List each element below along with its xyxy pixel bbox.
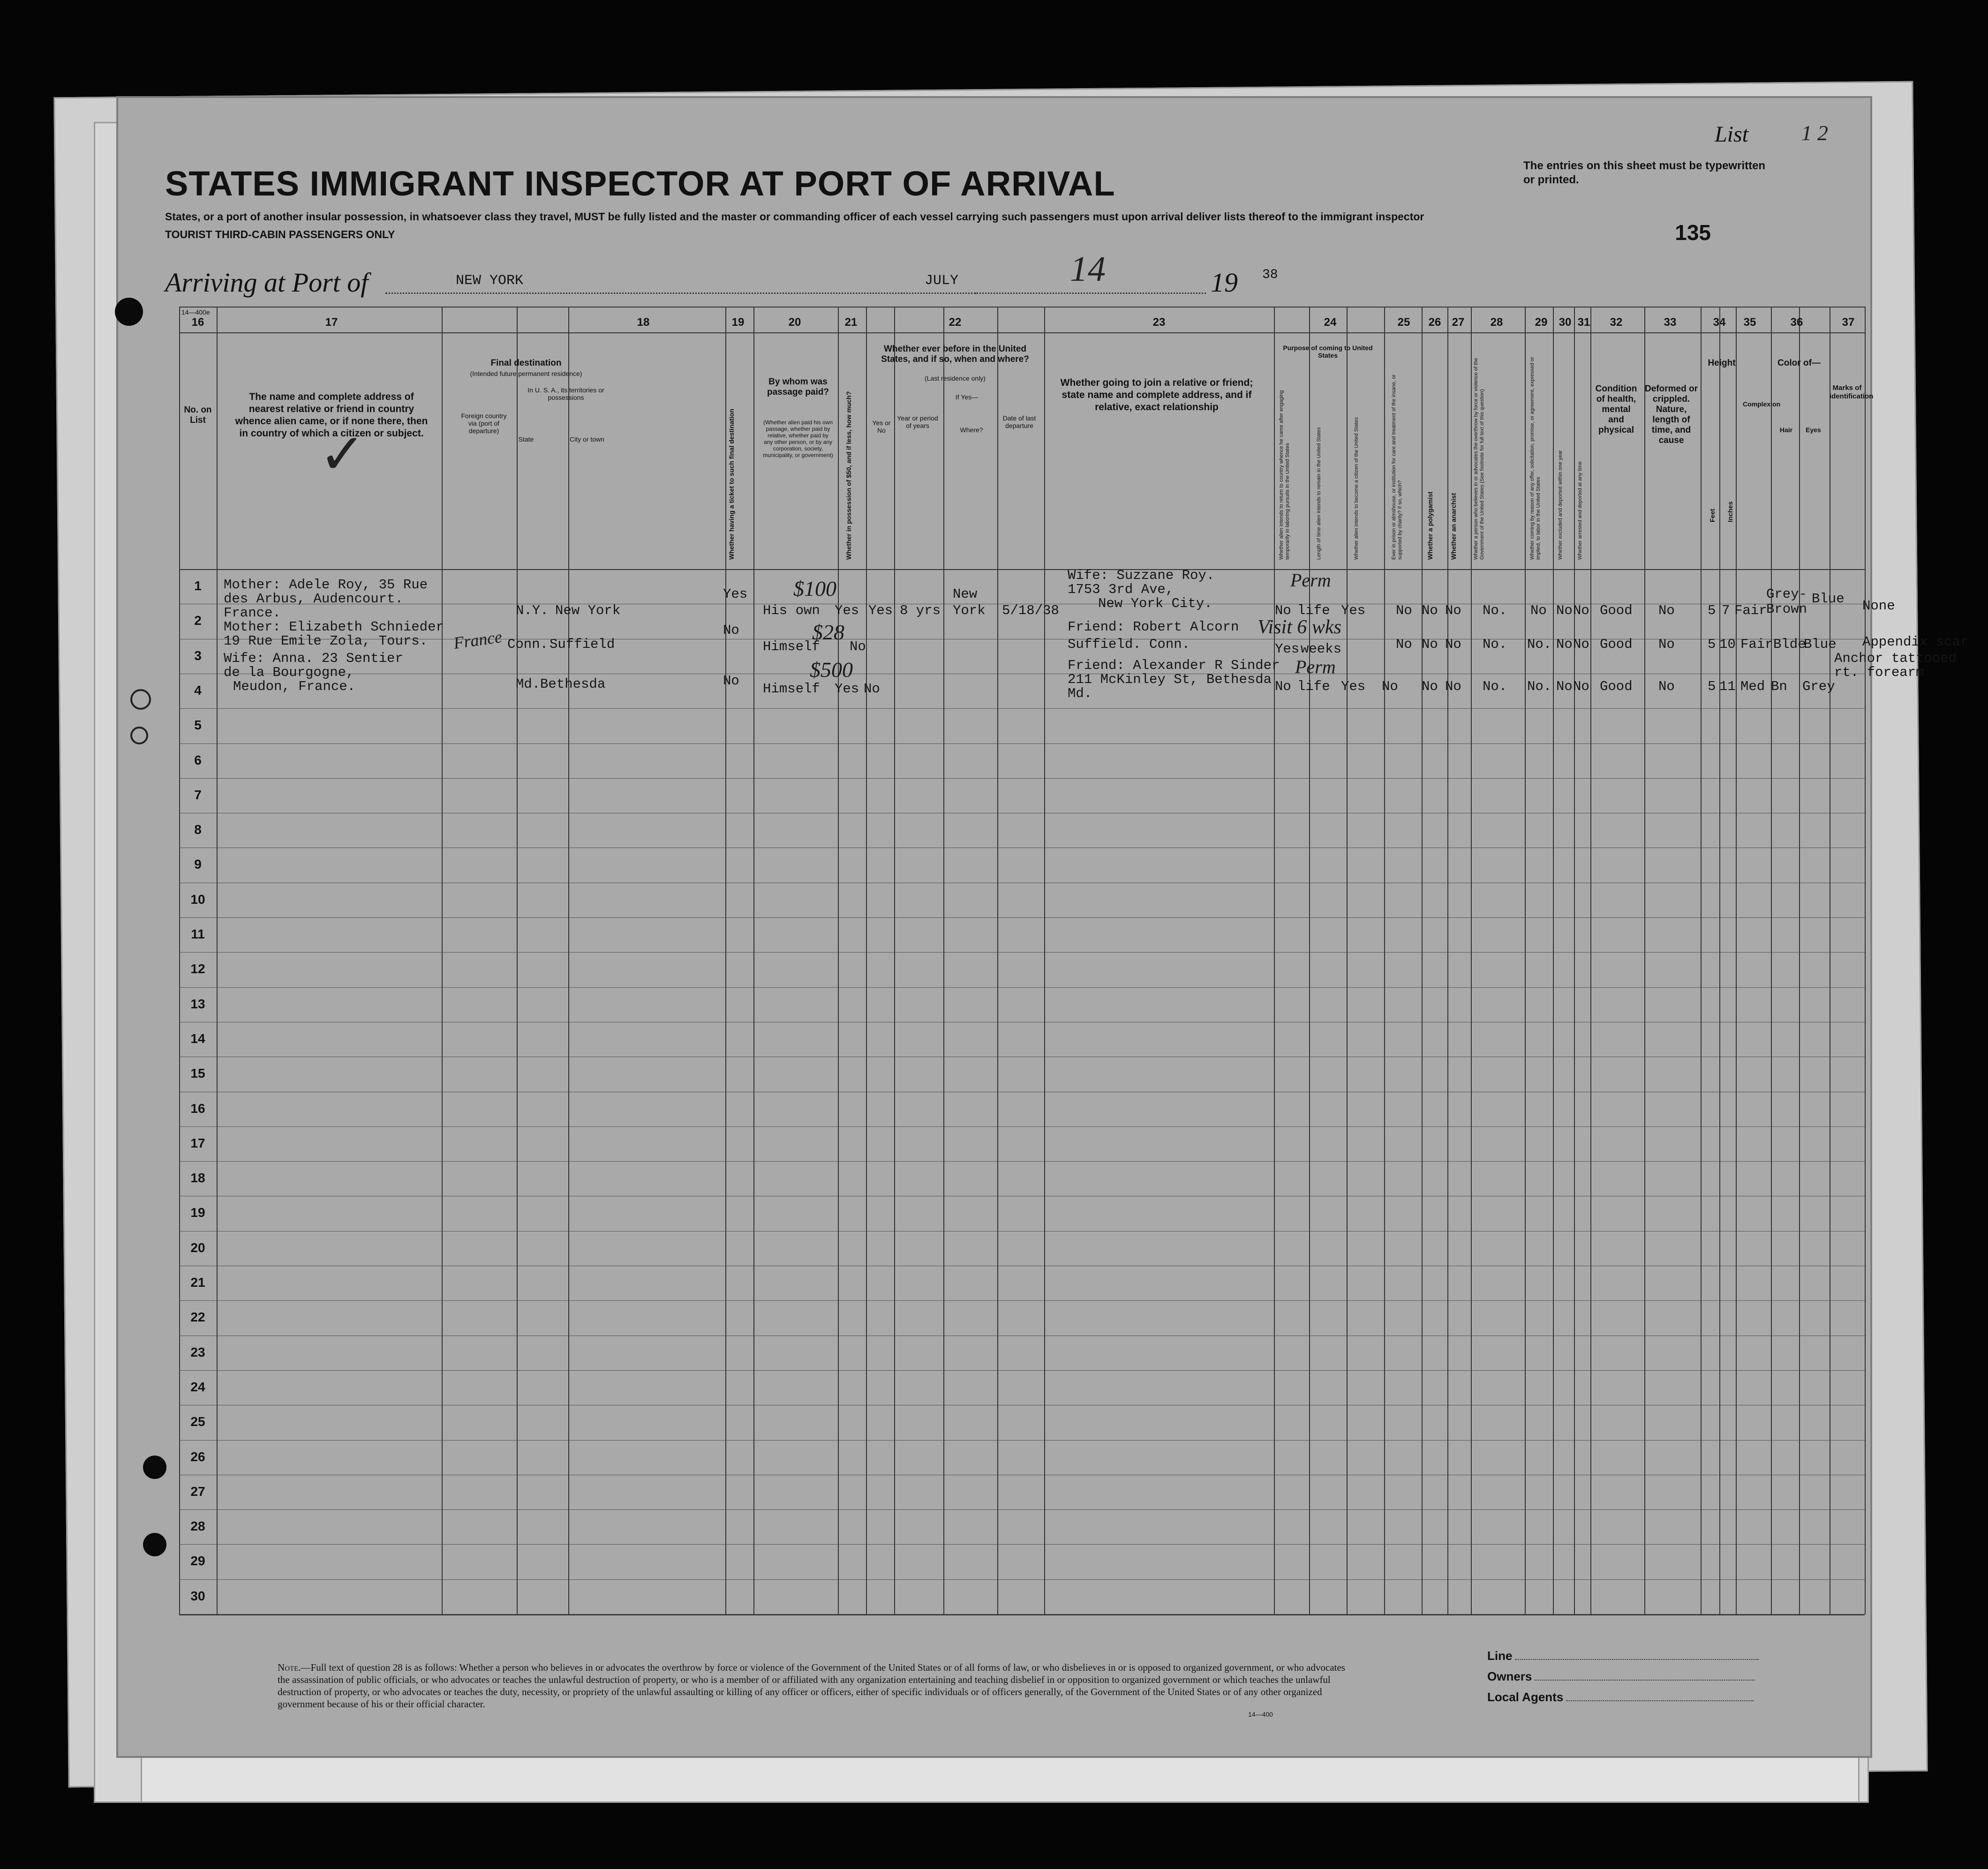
row-number: 12 (190, 961, 205, 976)
header-polygamist: Whether a polygamist (1426, 491, 1434, 560)
row3-excluded: No (1556, 679, 1573, 694)
column-rule (1736, 307, 1737, 1614)
header-length-stay: Length of time alien intends to remain in the United States (1316, 427, 1322, 560)
owners-label: Owners (1487, 1669, 1532, 1683)
column-rule (1799, 307, 1800, 1614)
column-rule (517, 307, 518, 1614)
row1-prison: No (1396, 603, 1412, 618)
table-top-rule (179, 307, 1865, 308)
colnum-34: 34 (1713, 316, 1726, 329)
row2-hair: Blde (1773, 637, 1806, 652)
column-rule (838, 307, 839, 1614)
binder-hole-icon (143, 1533, 166, 1556)
port-line (385, 293, 976, 294)
row1-where-line1: New (953, 586, 978, 602)
row1-relative-line3: France. (224, 605, 281, 621)
row2-ticket: No (723, 623, 739, 638)
colnum-37: 37 (1842, 316, 1855, 329)
footnote (278, 1661, 1356, 1710)
row2-citizen: Yes (1275, 641, 1300, 657)
row2-paid-by: Himself (763, 639, 820, 654)
row1-been-before: Yes (868, 603, 893, 618)
row3-feet: 5 (1708, 679, 1716, 694)
row3-city: Bethesda (540, 676, 606, 692)
agents-fill (1566, 1700, 1754, 1701)
row3-polygamist: No (1422, 679, 1438, 694)
colnum-29: 29 (1535, 316, 1548, 329)
row-rule (179, 708, 1865, 709)
page-title: STATES IMMIGRANT INSPECTOR AT PORT OF ARRIVAL (165, 164, 1115, 203)
row-number: 8 (194, 822, 202, 837)
line-field (1487, 1649, 1759, 1663)
row2-inches: 10 (1719, 637, 1736, 652)
row-rule (179, 1440, 1865, 1441)
row2-state: Conn. (507, 637, 549, 652)
column-rule (442, 307, 443, 1614)
header-relative: The name and complete address of nearest relative or friend in country whence alien came, or if none there, then in country of which a citizen or subject. (235, 391, 428, 439)
colnum-19: 19 (731, 316, 745, 329)
row-number: 26 (190, 1449, 205, 1464)
column-rule (217, 307, 218, 1614)
header-prison: Ever in prison or almshouse, or institution for care and treatment of the insane, or supported by charity? If so, which? (1391, 375, 1403, 560)
row3-ticket: No (723, 673, 739, 689)
row1-citizen: Yes (1341, 603, 1366, 618)
column-rule (1447, 307, 1448, 1614)
column-rule (568, 307, 569, 1614)
column-rule (997, 307, 998, 1614)
header-no-on-list: No. on List (184, 405, 212, 425)
header-final-destination-sub: (Intended future permanent residence) (470, 370, 582, 377)
colnum-36: 36 (1790, 316, 1803, 329)
row2-purpose: Visit 6 wks (1258, 616, 1341, 638)
colnum-35: 35 (1743, 316, 1756, 329)
row2-relative-line1: Mother: Elizabeth Schnieder (224, 619, 444, 635)
header-paid-by: By whom was passage paid? (767, 377, 829, 397)
list-label: List (1714, 122, 1748, 147)
column-rule (753, 307, 754, 1614)
row-number: 6 (194, 752, 202, 767)
row1-polygamist: No (1422, 603, 1438, 618)
row2-contract: No. (1527, 637, 1552, 652)
row1-inches: 7 (1722, 603, 1730, 618)
row2-anarchist: No (1445, 637, 1461, 652)
row-rule (179, 1126, 1865, 1127)
row-number: 16 (190, 1101, 205, 1116)
binder-ring-icon (130, 727, 148, 744)
header-color-of: Color of— (1777, 358, 1821, 368)
list-number: 1 2 (1801, 121, 1828, 145)
row-rule (179, 1370, 1865, 1371)
row1-marks: None (1862, 598, 1895, 614)
row3-deformed: No (1658, 679, 1675, 694)
colnum-23: 23 (1152, 316, 1166, 329)
row3-hair: Bn (1771, 679, 1787, 694)
header-bottom-rule (179, 569, 1865, 570)
column-rule (1471, 307, 1472, 1614)
row2-money: $28 (812, 620, 844, 644)
sheet-number: 135 (1675, 220, 1711, 245)
row-rule (179, 1161, 1865, 1162)
row1-years: 8 yrs (900, 603, 941, 618)
row1-purpose: Perm (1290, 570, 1331, 591)
row2-overthrow: No. (1483, 637, 1507, 652)
row1-fifty: Yes (835, 603, 859, 618)
footnote-text: —Full text of question 28 is as follows: Whether a person who believes in or advocates the overthrow by force or violence of the Government of the United States or of all forms of law, or who disbelieves in or is opposed to organized government, or who advocates the assassination of public officials, or who advocates or teaches the unlawful destruction of property, or who is a member of or affiliated with any organization entertaining and teaching disbelief in or opposition to organized government or which teaches the unlawful destruction of property, or who advocates or teaches the duty, necessity, or propriety of the unlawful assaulting or killing of any officer or officers, either of specific individuals or of officers generally, of the Government of the United States or of any other organized government because of his or their official character. (278, 1662, 1345, 1710)
row-rule (179, 952, 1865, 953)
column-rule (1865, 307, 1866, 1614)
row-rule (179, 917, 1865, 918)
row3-marks-line1: Anchor tattooed (1834, 651, 1957, 666)
row2-eyes: Blue (1804, 637, 1837, 652)
row-rule (179, 987, 1865, 988)
row1-length: life (1297, 603, 1330, 618)
colnum-17: 17 (325, 316, 338, 329)
colnum-32: 32 (1610, 316, 1623, 329)
column-rule (1771, 307, 1772, 1614)
row-number: 4 (194, 683, 202, 698)
row3-join-line2: 211 McKinley St, Bethesda (1068, 672, 1272, 687)
header-city: City or town (570, 435, 604, 443)
row1-hair: Grey- Brown (1766, 586, 1807, 617)
row-number: 11 (191, 927, 205, 941)
header-marks: Marks of identification (1830, 384, 1874, 400)
row2-relative-line2: 19 Rue Emile Zola, Tours. (224, 633, 428, 649)
header-intends-return: Whether alien intends to return to country whence he came after engaging temporarily in laboring pursuits in the United States (1279, 390, 1290, 560)
row3-fifty: Yes (835, 681, 859, 697)
header-where: Where? (960, 426, 983, 434)
row3-intends-return: No (1275, 679, 1291, 694)
footnote-label: Note. (278, 1662, 301, 1673)
header-arrested: Whether arrested and deported at any time (1577, 461, 1583, 560)
row-rule (179, 778, 1865, 779)
row1-relative-line2: des Arbus, Audencourt. (224, 591, 403, 607)
row1-contract: No (1530, 603, 1547, 618)
row1-where-line2: York (953, 603, 986, 618)
year-prefix: 19 (1211, 267, 1238, 298)
row2-marks: Appendix scar (1862, 634, 1969, 650)
column-rule (866, 307, 867, 1614)
header-been-before-sub: (Last residence only) (925, 375, 986, 382)
date-line (901, 293, 1206, 294)
header-ticket: Whether having a ticket to such final destination (728, 408, 735, 560)
row-rule (179, 1300, 1865, 1301)
row1-anarchist: No (1445, 603, 1461, 618)
row1-join-line2: 1753 3rd Ave, (1068, 582, 1174, 597)
header-foreign-country: Foreign country via (port of departure) (461, 412, 507, 435)
arriving-label: Arriving at Port of (165, 267, 369, 298)
row-number: 30 (190, 1588, 205, 1603)
row-number: 5 (194, 718, 202, 733)
owners-fill (1535, 1680, 1755, 1681)
agents-label: Local Agents (1487, 1690, 1564, 1704)
colnum-30: 30 (1559, 316, 1572, 329)
row-number: 18 (190, 1171, 205, 1186)
row1-eyes: Blue (1812, 591, 1845, 607)
header-labor-contract: Whether coming by reason of any offer, solicitation, promise, or agreement, expressed or implied, to labor in the United States (1529, 357, 1541, 560)
header-anarchist: Whether an anarchist (1450, 493, 1457, 560)
colnum-25: 25 (1397, 316, 1410, 329)
row3-health: Good (1600, 679, 1633, 694)
row3-relative-line2: de la Bourgogne, (224, 665, 354, 680)
row2-polygamist: No (1422, 637, 1438, 652)
row-number: 23 (190, 1344, 205, 1359)
row-number: 1 (194, 578, 202, 593)
column-rule (1719, 307, 1720, 1614)
row1-excluded: No (1556, 603, 1573, 618)
row3-join-line1: Friend: Alexander R Sinder (1068, 658, 1280, 673)
header-deformed: Deformed or crippled. Nature, length of time, and cause (1645, 384, 1698, 445)
header-final-destination: Final destination (490, 358, 562, 368)
row-number: 20 (190, 1240, 205, 1255)
header-fifty-dollars: Whether in possession of $50, and if less, how much? (845, 391, 852, 560)
header-paid-by-sub: (Whether alien paid his own passage, whether paid by relative, whether paid by any other person, or by any corporation, society, municipality, or government) (763, 419, 833, 458)
header-if-yes: If Yes— (955, 393, 979, 401)
row1-date-departed: 5/18/38 (1002, 603, 1059, 618)
row3-arrested: No (1573, 679, 1589, 694)
column-rule (1525, 307, 1526, 1614)
manifest-sheet (116, 96, 1969, 1758)
passenger-class: TOURIST THIRD-CABIN PASSENGERS ONLY (165, 228, 395, 240)
row1-intends-return: No (1275, 603, 1291, 618)
row1-join-line3: New York City. (1098, 596, 1212, 611)
column-rule (1553, 307, 1554, 1614)
footer-form-code: 14—400 (1248, 1711, 1273, 1718)
line-fill (1515, 1659, 1759, 1660)
binder-hole-icon (115, 298, 143, 326)
row-number: 24 (190, 1379, 205, 1394)
row-rule (179, 1509, 1865, 1510)
row3-join-line3: Md. (1068, 686, 1092, 701)
row3-anarchist: No (1445, 679, 1461, 694)
colnum-33: 33 (1664, 316, 1677, 329)
row3-length: life (1297, 679, 1330, 694)
column-rule (1701, 307, 1702, 1614)
line-label: Line (1487, 1649, 1513, 1663)
month-value: JULY (925, 273, 959, 289)
row2-join-line2: Suffield. Conn. (1068, 637, 1190, 652)
agents-field (1487, 1690, 1754, 1704)
row2-been-before: No (850, 639, 866, 654)
form-code: 14—400e (181, 308, 210, 316)
header-eyes: Eyes (1806, 426, 1821, 434)
header-intends-citizen: Whether alien intends to become a citizen of the United States (1354, 417, 1359, 560)
column-rule (1044, 307, 1045, 1614)
port-value: NEW YORK (456, 273, 524, 289)
row1-state: N.Y. (516, 603, 549, 618)
header-in-usa: In U. S. A., its territories or possessions (527, 386, 604, 401)
row1-relative-line1: Mother: Adele Roy, 35 Rue (224, 577, 428, 593)
column-rule (1347, 307, 1348, 1614)
header-purpose: Purpose of coming to United States (1283, 344, 1373, 359)
row2-prison: No (1396, 637, 1412, 652)
colnum-27: 27 (1452, 316, 1465, 329)
law-text: States, or a port of another insular possession, in whatsoever class they travel, MUST be fully listed and the master or commanding officer of each vessel carrying such passengers must upon arrival deliver lists thereof to the immigrant inspector (165, 210, 1424, 223)
checkmark-icon: ✓ (319, 422, 366, 487)
header-height: Height (1708, 358, 1736, 368)
row3-money: $500 (810, 658, 853, 682)
colnum-16: 16 (191, 316, 204, 329)
row-number: 27 (190, 1484, 205, 1499)
row1-join-line1: Wife: Suzzane Roy. (1068, 568, 1215, 583)
row3-been-before: No (864, 681, 880, 697)
header-yes-no: Yes or No (872, 419, 891, 434)
row-number: 29 (190, 1554, 205, 1569)
header-health: Condition of health, mental and physical (1595, 384, 1637, 435)
header-complexion: Complexion (1743, 400, 1781, 408)
table-bottom-rule (179, 1614, 1865, 1615)
row-number: 17 (190, 1135, 205, 1150)
header-feet: Feet (1709, 509, 1716, 522)
binder-hole-icon (143, 1456, 166, 1479)
header-year-period: Year or period of years (897, 414, 938, 429)
column-rule (1590, 307, 1591, 1614)
day-value: 14 (1070, 249, 1106, 289)
row3-relative-line3: Meudon, France. (233, 679, 356, 694)
row-number: 13 (190, 996, 205, 1011)
header-overthrow: Whether a person who believes in or advocates the overthrow by force or violence of the Government of the United States (See footnote for full text of this question) (1473, 358, 1485, 560)
row2-city: Suffield (550, 637, 615, 652)
row2-length: weeks (1301, 641, 1342, 657)
row-number: 15 (190, 1066, 205, 1081)
row2-health: Good (1600, 637, 1633, 652)
header-state: State (518, 435, 534, 443)
header-inches: Inches (1726, 501, 1734, 522)
row1-city: New York (555, 603, 621, 618)
row-number: 7 (194, 787, 202, 802)
row3-prison: No (1382, 679, 1398, 694)
row3-relative-line1: Wife: Anna. 23 Sentier (224, 651, 403, 666)
typewrite-note: The entries on this sheet must be typewritten or printed. (1523, 159, 1766, 186)
row3-paid-by: Himself (763, 681, 820, 697)
colnum-24: 24 (1324, 316, 1337, 329)
row3-state: Md. (516, 676, 541, 692)
header-date-departure: Date of last departure (1002, 414, 1036, 429)
row3-inches: 11 (1719, 679, 1736, 694)
row2-arrested: No (1573, 637, 1589, 652)
row-number: 21 (190, 1275, 205, 1290)
row-number: 25 (190, 1414, 205, 1429)
row2-deformed: No (1658, 637, 1675, 652)
row-number: 10 (190, 892, 205, 907)
row1-ticket: Yes (723, 586, 748, 602)
row1-health: Good (1600, 603, 1633, 618)
row-number: 28 (190, 1519, 205, 1534)
row3-overthrow: No. (1483, 679, 1507, 694)
row3-contract: No. (1527, 679, 1552, 694)
header-hair: Hair (1779, 426, 1793, 434)
colnum-26: 26 (1428, 316, 1441, 329)
row3-marks-line2: rt. forearm (1834, 665, 1924, 680)
colnum-21: 21 (844, 316, 858, 329)
row-number: 9 (194, 857, 202, 872)
row-rule (179, 1544, 1865, 1545)
column-rule (894, 307, 895, 1614)
row1-deformed: No (1658, 603, 1675, 618)
row2-join-line1: Friend: Robert Alcorn (1068, 619, 1239, 635)
row3-purpose: Perm (1295, 656, 1336, 677)
row-rule (179, 1579, 1865, 1580)
row-number: 2 (194, 613, 202, 628)
header-excluded: Whether excluded and deported within one year (1558, 450, 1563, 560)
column-rule (943, 307, 944, 1614)
row1-money: $100 (793, 577, 836, 600)
row1-feet: 5 (1708, 603, 1716, 618)
row3-complexion: Med (1740, 679, 1765, 694)
row-rule (179, 743, 1865, 744)
binder-ring-icon (130, 689, 151, 710)
row-number: 19 (190, 1205, 205, 1220)
header-join-relative: Whether going to join a relative or friend; state name and complete address, and if relative, exact relationship (1060, 377, 1253, 413)
colnum-31: 31 (1577, 316, 1590, 329)
year-value: 38 (1262, 268, 1278, 282)
row2-complexion: Fair (1740, 637, 1773, 652)
row-number: 14 (190, 1031, 205, 1046)
column-rule (1574, 307, 1575, 1614)
colnum-20: 20 (788, 316, 801, 329)
column-rule (1422, 307, 1423, 1614)
column-rule (1274, 307, 1275, 1614)
column-rule (1309, 307, 1310, 1614)
row-number: 22 (190, 1310, 205, 1325)
row2-excluded: No (1556, 637, 1573, 652)
row2-foreign-country: France (452, 627, 504, 653)
colnum-18: 18 (637, 316, 650, 329)
colnum-22: 22 (949, 316, 962, 329)
row1-paid-by: His own (763, 603, 820, 618)
row1-complexion: Fair (1734, 603, 1767, 618)
column-rule (725, 307, 726, 1614)
colnum-rule (179, 332, 1865, 333)
column-rule (1644, 307, 1645, 1614)
owners-field (1487, 1669, 1755, 1684)
row3-citizen: Yes (1341, 679, 1366, 694)
header-been-before: Whether ever before in the United States, and if so, when and where? (881, 344, 1029, 364)
row1-overthrow: No. (1483, 603, 1507, 618)
row3-eyes: Grey (1802, 679, 1835, 694)
colnum-28: 28 (1490, 316, 1503, 329)
row1-arrested: No (1573, 603, 1589, 618)
column-rule (1384, 307, 1385, 1614)
manifest-table (179, 307, 1969, 1614)
row-number: 3 (194, 648, 202, 663)
row2-feet: 5 (1708, 637, 1716, 652)
